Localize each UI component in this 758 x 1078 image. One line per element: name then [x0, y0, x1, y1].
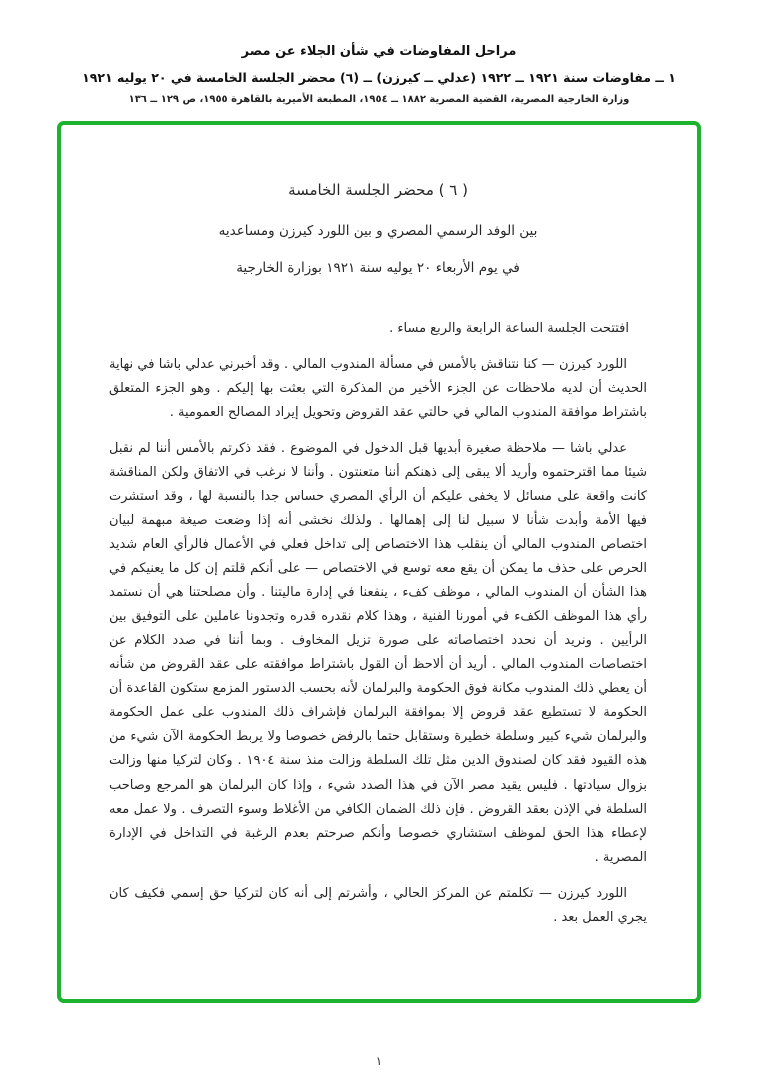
speech-paragraph-curzon-2: اللورد كيرزن — تكلمتم عن المركز الحالي ، وأشرتم إلى أنه كان لتركيا حق إسمي فكيف كان يجري العمل بعد . — [109, 885, 647, 925]
session-parties-line: بين الوفد الرسمي المصري و بين اللورد كيرزن ومساعديه — [218, 222, 538, 239]
session-opening-line: افتتحت الجلسة الساعة الرابعة والربع مساء . — [389, 320, 629, 336]
header-subtitle: ١ ــ مفاوضات سنة ١٩٢١ ــ ١٩٢٢ (عدلي ــ كيرزن) ــ (٦) محضر الجلسة الخامسة في ٢٠ يوليه ١٩٢١ — [82, 70, 676, 85]
scanned-page-highlight-box — [57, 121, 701, 1003]
speech-paragraph-adli: عدلي باشا — ملاحظة صغيرة أبديها قبل الدخول في الموضوع . فقد ذكرتم بالأمس أننا لم نقبل شيئا مما اقترحتموه وأريد ألا يبقى إلى ذهنكم أننا متعنتون . وأننا لا نرغب في الاتفاق ولكن المناقشة كانت واقعة على مسائل لا يخفى عليكم أن الرأي المصري حساس جدا بالنسبة لها ، وقد استشرت فيها الأمة وأبدت شأنا لا سبيل لنا إلى إهمالها . ولذلك نخشى أنه إذا وضعت صيغة مبهمة لبيان اختصاص المندوب المالي أن ينقلب هذا الاختصاص إلى تداخل فعلي في الأعمال فالرأي العام شديد الحرص على حذف ما يمكن أن يقع معه توسع في الاختصاص — على أنكم قلتم إن كل ما يعنيكم في هذا الشأن أن المندوب المالي ، موظف كفء ، ينفعنا في إدارة ماليتنا . وأن مصلحتنا هي أن نستمد رأي هذا الموظف الكفء في أمورنا الفنية ، وهذا كلام نقدره قدره وتجدونا عاملين على التوفيق بين الرأيين . ونريد أن نحدد اختصاصاته على صورة تزيل المخاوف . وبما أننا في صدد الكلام عن اختصاصات المندوب المالي . أريد أن ألاحظ أن القول باشتراط موافقته على عقد القروض من شأنه أن يعطي ذلك المندوب مكانة فوق الحكومة والبرلمان لأنه بحسب الدستور المزمع ستكون القاعدة أن الحكومة لا تستطيع عقد قروض إلا بموافقة البرلمان فإشراف ذلك المندوب على عمل الحكومة والبرلمان شيء كبير وسلطة خطيرة وستقابل حتما بالرفض خصوصا ولا يربط الحكومة الآن شيء من هذه القيود فقد كان لصندوق الدين مثل تلك السلطة وزالت منذ سنة ١٩٠٤ . وكان لتركيا منها وزالت بزوال سيادتها . فليس يقيد مصر الآن في هذا الصدد شيء ، وإذا كان البرلمان هو المرجع وصاحب السلطة في الإذن بعقد القروض . فإن ذلك الضمان الكافي من الأغلاط وسوء التصرف . ولا عمل معه لإعطاء هذا الحق لموظف استشاري خصوصا وأنكم صرحتم بعدم الرغبة في التداخل في الإدارة المصرية . — [109, 440, 647, 865]
scanned-page-content — [109, 177, 647, 930]
page-header — [0, 0, 758, 105]
session-heading: ( ٦ ) محضر الجلسة الخامسة — [288, 181, 468, 199]
header-title: مراحل المفاوضات في شأن الجلاء عن مصر — [241, 44, 517, 59]
session-date-line: في يوم الأربعاء ٢٠ يوليه سنة ١٩٢١ بوزارة الخارجية — [236, 259, 520, 276]
header-source-citation: وزارة الخارجية المصرية، القضية المصرية ١٨٨٢ ــ ١٩٥٤، المطبعة الأميرية بالقاهرة ١٩٥٥، ص ١٢٩ ــ ١٣٦ — [128, 94, 630, 105]
page-number: ١ — [375, 1054, 383, 1068]
speech-paragraph-curzon-1: اللورد كيرزن — كنا نتناقش بالأمس في مسألة المندوب المالي . وقد أخبرني عدلي باشا في نهاية الحديث أن لديه ملاحظات عن الجزء الأخير من المذكرة التي بعثت بها إليكم . وهو الجزء المتعلق باشتراط موافقة المندوب المالي في حالتي عقد القروض وتحويل إيراد المصالح العمومية . — [109, 356, 647, 420]
